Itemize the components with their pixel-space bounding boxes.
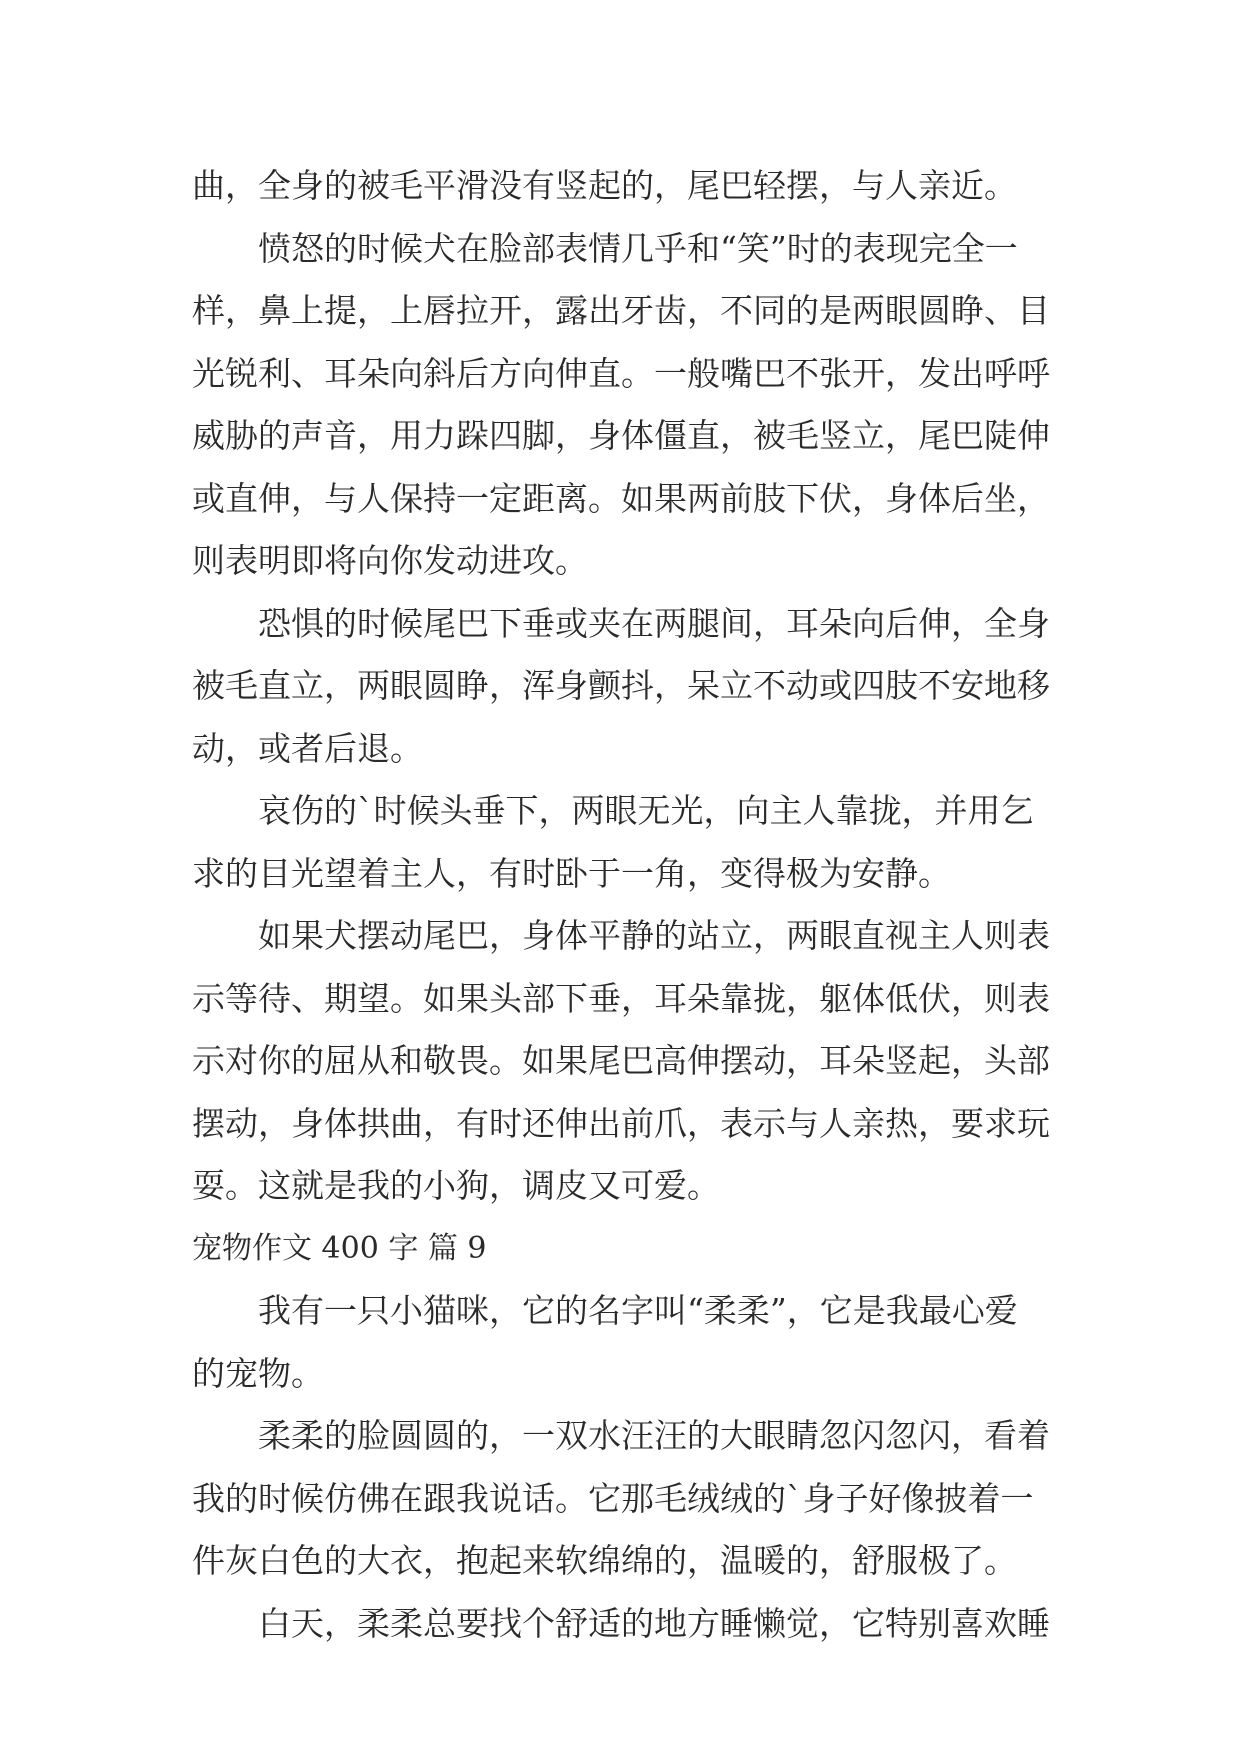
text-line: 的宠物。 — [192, 1353, 324, 1393]
text-line: 动，或者后退。 — [192, 728, 423, 768]
text-line: 光锐利、耳朵向斜后方向伸直。一般嘴巴不张开，发出呼呼 — [192, 353, 1050, 393]
text-line: 威胁的声音，用力跺四脚，身体僵直，被毛竖立，尾巴陡伸 — [192, 416, 1050, 455]
text-line: 恐惧的时候尾巴下垂或夹在两腿间，耳朵向后伸，全身 — [258, 603, 1050, 643]
text-line: 件灰白色的大衣，抱起来软绵绵的，温暖的，舒服极了。 — [192, 1541, 1017, 1580]
text-line: 哀伤的`时候头垂下，两眼无光，向主人靠拢，并用乞 — [258, 791, 1034, 830]
text-line: 摆动，身体拱曲，有时还伸出前爪，表示与人亲热，要求玩 — [192, 1103, 1050, 1143]
text-line: 愤怒的时候犬在脸部表情几乎和“笑”时的表现完全一 — [258, 228, 1018, 268]
text-line: 被毛直立，两眼圆睁，浑身颤抖，呆立不动或四肢不安地移 — [192, 666, 1050, 705]
text-line: 白天，柔柔总要找个舒适的地方睡懒觉，它特别喜欢睡 — [258, 1603, 1050, 1643]
text-line: 示等待、期望。如果头部下垂，耳朵靠拢，躯体低伏，则表 — [192, 978, 1050, 1018]
text-line: 柔柔的脸圆圆的，一双水汪汪的大眼睛忽闪忽闪，看着 — [258, 1416, 1050, 1455]
text-line: 我有一只小猫咪，它的名字叫“柔柔”，它是我最心爱 — [258, 1291, 1018, 1330]
text-line: 求的目光望着主人，有时卧于一角，变得极为安静。 — [192, 853, 951, 893]
section-heading: 宠物作文 400 字 篇 9 — [192, 1230, 487, 1266]
text-line: 示对你的屈从和敬畏。如果尾巴高伸摆动，耳朵竖起，头部 — [192, 1041, 1050, 1080]
text-line: 如果犬摆动尾巴，身体平静的站立，两眼直视主人则表 — [258, 916, 1050, 955]
text-line: 耍。这就是我的小狗，调皮又可爱。 — [192, 1166, 720, 1205]
text-line: 我的时候仿佛在跟我说话。它那毛绒绒的`身子好像披着一 — [192, 1478, 1034, 1518]
text-line: 则表明即将向你发动进攻。 — [192, 541, 588, 580]
text-line: 或直伸，与人保持一定距离。如果两前肢下伏，身体后坐， — [192, 478, 1050, 518]
text-line: 样，鼻上提，上唇拉开，露出牙齿，不同的是两眼圆睁、目 — [192, 291, 1050, 330]
document-page — [192, 155, 1072, 1655]
text-line: 曲，全身的被毛平滑没有竖起的，尾巴轻摆，与人亲近。 — [192, 166, 1017, 205]
